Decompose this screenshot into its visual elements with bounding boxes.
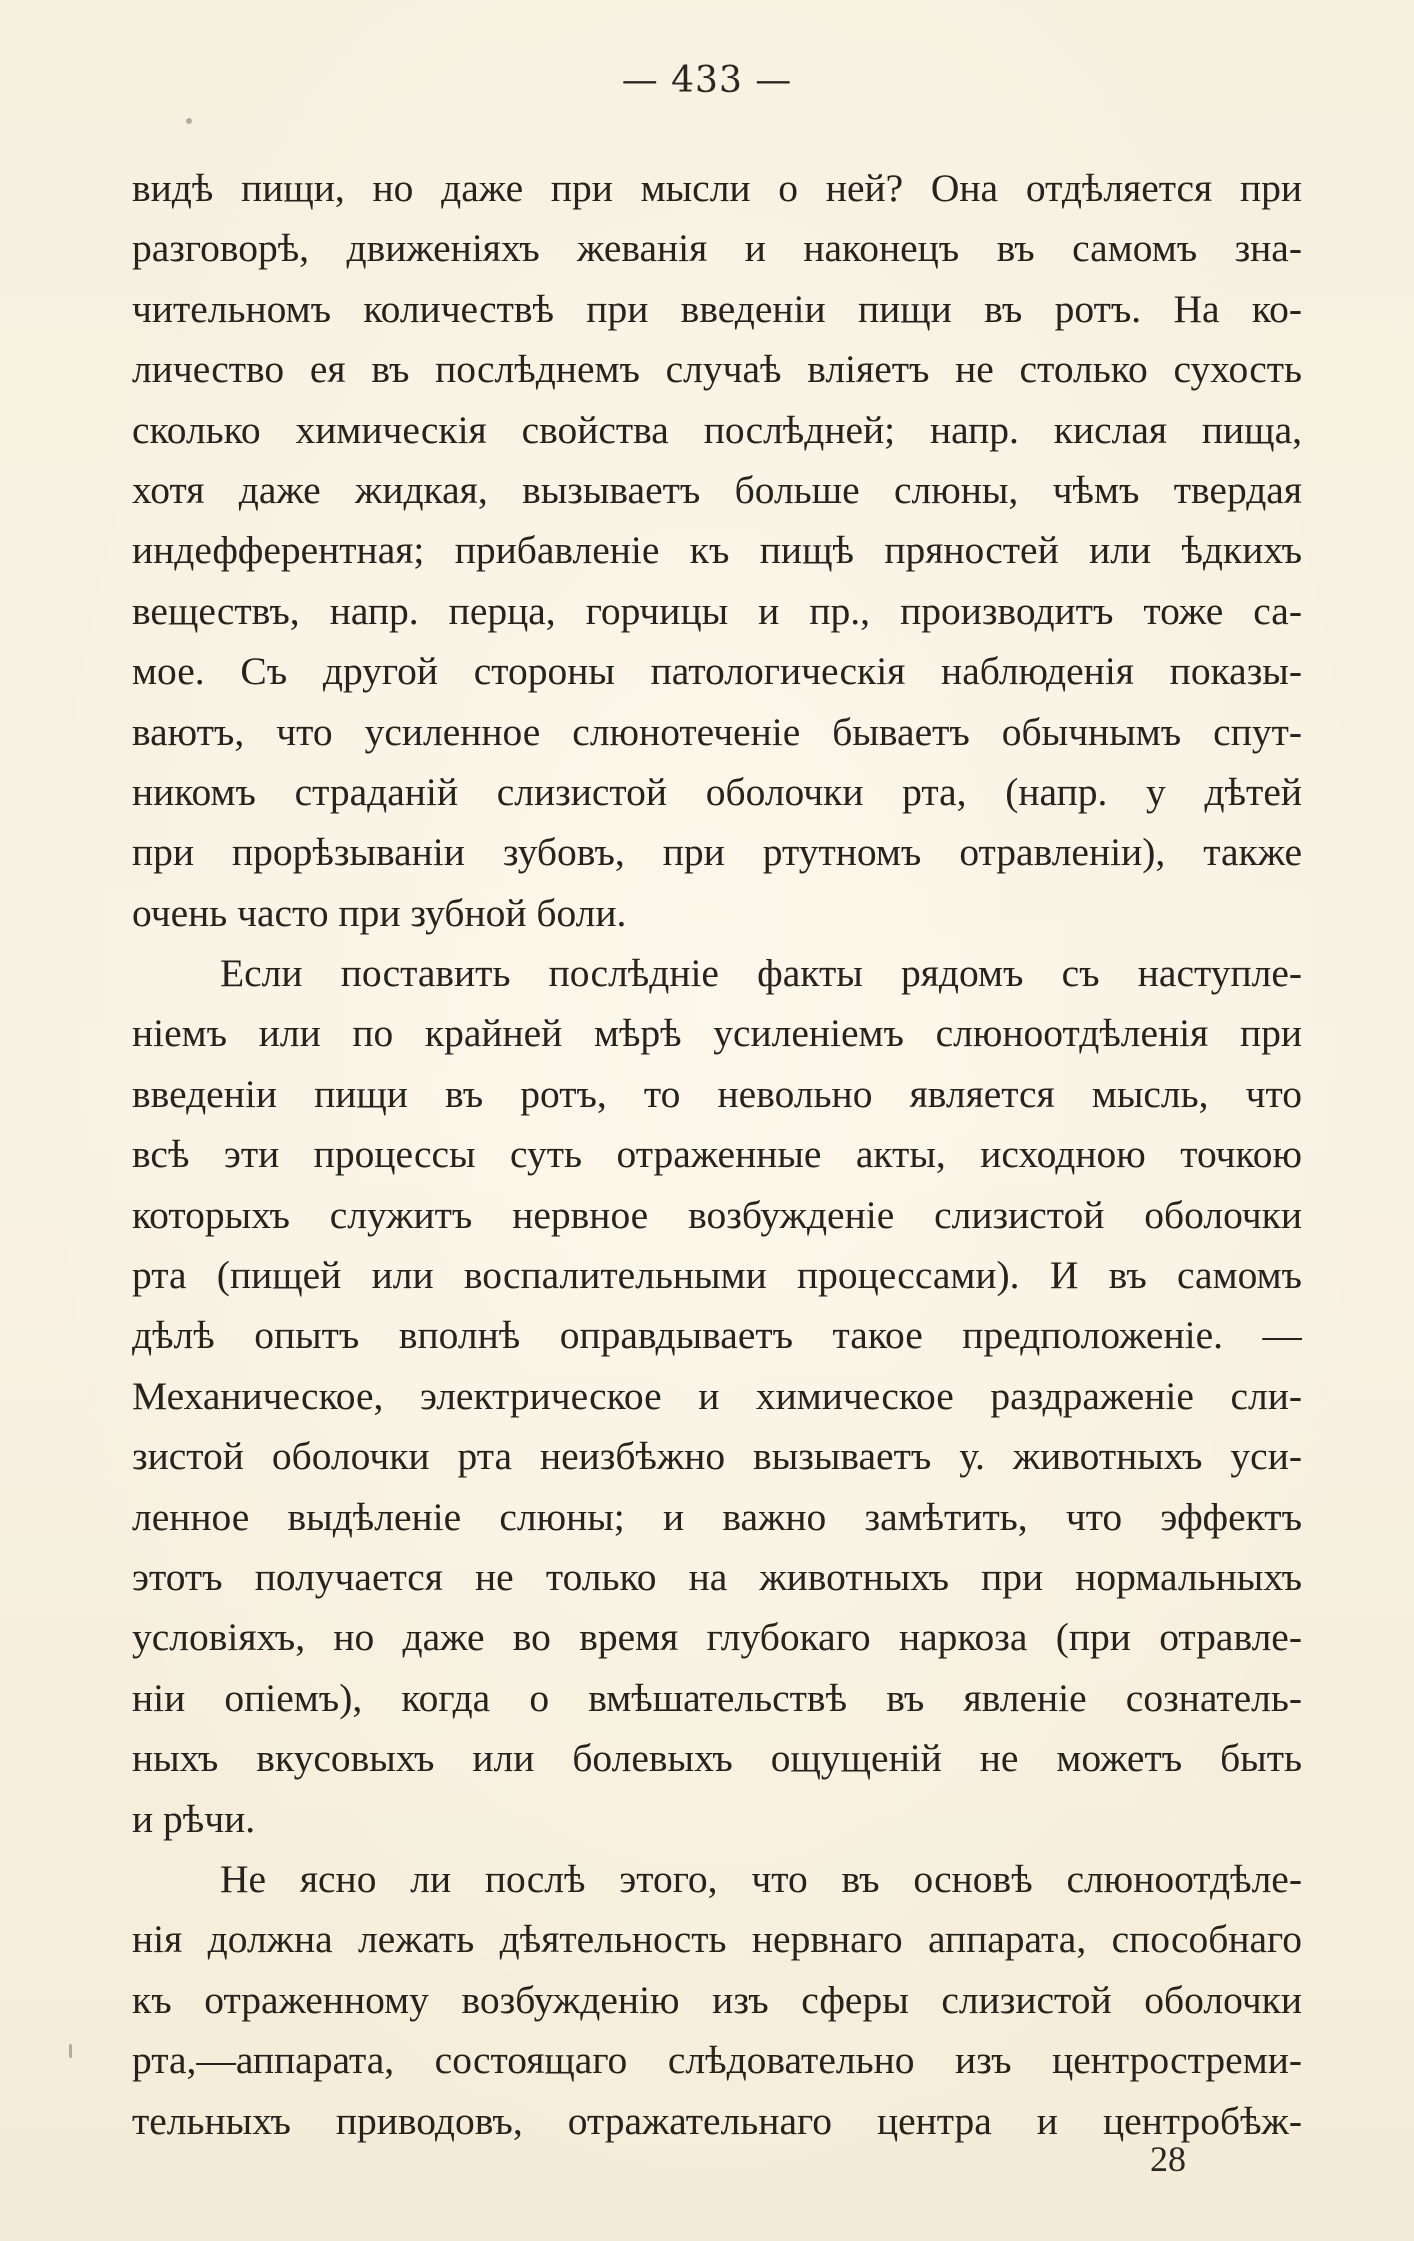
text-line: и рѣчи. (132, 1796, 256, 1841)
text-line: къ отраженному возбужденію изъ сферы слизистой оболочки (132, 1977, 1302, 2022)
paper-speck (69, 2044, 72, 2058)
text-line: очень часто при зубной боли. (132, 890, 627, 935)
text-line: нія должна лежать дѣятельность нервнаго аппарата, способнаго (132, 1917, 1302, 1962)
text-line: Не ясно ли послѣ этого, что въ основѣ слюноотдѣле- (220, 1856, 1302, 1901)
text-line: ленное выдѣленіе слюны; и важно замѣтить, что эффектъ (132, 1494, 1302, 1539)
text-line: при прорѣзываніи зубовъ, при ртутномъ отравленіи), также (132, 830, 1302, 875)
text-line: сколько химическія свойства послѣдней; напр. кислая пища, (132, 407, 1302, 452)
text-line: рта,—аппарата, состоящаго слѣдовательно изъ центростреми- (132, 2038, 1302, 2083)
text-line: ніемъ или по крайней мѣрѣ усиленіемъ слюноотдѣленія при (132, 1011, 1302, 1056)
text-line: веществъ, напр. перца, горчицы и пр., производитъ тоже са- (132, 588, 1302, 633)
text-line: ваютъ, что усиленное слюнотеченіе бываетъ обычнымъ спут- (132, 709, 1302, 754)
text-line: видѣ пищи, но даже при мысли о ней? Она отдѣляется при (132, 166, 1302, 210)
page-header: — 433 — (621, 60, 793, 101)
text-line: мое. Съ другой стороны патологическія наблюденія показы- (132, 649, 1302, 694)
signature-mark: 28 (1150, 2139, 1186, 2179)
paper-speck (186, 118, 192, 124)
text-line: ныхъ вкусовыхъ или болевыхъ ощущеній не можетъ быть (132, 1736, 1302, 1781)
paragraph-3 (132, 1849, 1302, 2151)
paragraph-1 (132, 158, 1302, 943)
text-line: индефферентная; прибавленіе къ пищѣ пряностей или ѣдкихъ (132, 528, 1302, 573)
text-line: введеніи пищи въ ротъ, то невольно является мысль, что (132, 1071, 1302, 1116)
text-line: чительномъ количествѣ при введеніи пищи въ ротъ. На ко- (132, 286, 1302, 331)
text-line: которыхъ служитъ нервное возбужденіе слизистой оболочки (132, 1192, 1302, 1237)
text-line: Если поставить послѣдніе факты рядомъ съ наступле- (220, 951, 1302, 996)
text-line: никомъ страданій слизистой оболочки рта, (напр. у дѣтей (132, 769, 1302, 814)
text-line: Механическое, электрическое и химическое раздраженіе сли- (132, 1373, 1302, 1418)
text-line: хотя даже жидкая, вызываетъ больше слюны, чѣмъ твердая (132, 467, 1302, 512)
paragraph-2 (132, 943, 1302, 1849)
text-line: личество ея въ послѣднемъ случаѣ вліяетъ не столько сухость (132, 347, 1302, 392)
text-line: этотъ получается не только на животныхъ при нормальныхъ (132, 1554, 1302, 1599)
text-line: рта (пищей или воспалительными процессами). И въ самомъ (132, 1253, 1302, 1298)
text-line: тельныхъ приводовъ, отражательнаго центра и центробѣж- (132, 2098, 1302, 2143)
body-text (132, 158, 1302, 2151)
text-line: всѣ эти процессы суть отраженные акты, исходною точкою (132, 1132, 1302, 1177)
text-line: ніи опіемъ), когда о вмѣшательствѣ въ явленіе сознатель- (132, 1675, 1302, 1720)
text-line: дѣлѣ опытъ вполнѣ оправдываетъ такое предположеніе. — (132, 1313, 1302, 1358)
text-line: условіяхъ, но даже во время глубокаго наркоза (при отравле- (132, 1615, 1302, 1660)
text-line: разговорѣ, движеніяхъ жеванія и наконецъ въ самомъ зна- (132, 226, 1302, 271)
text-line: зистой оболочки рта неизбѣжно вызываетъ у. животныхъ уси- (132, 1434, 1302, 1479)
